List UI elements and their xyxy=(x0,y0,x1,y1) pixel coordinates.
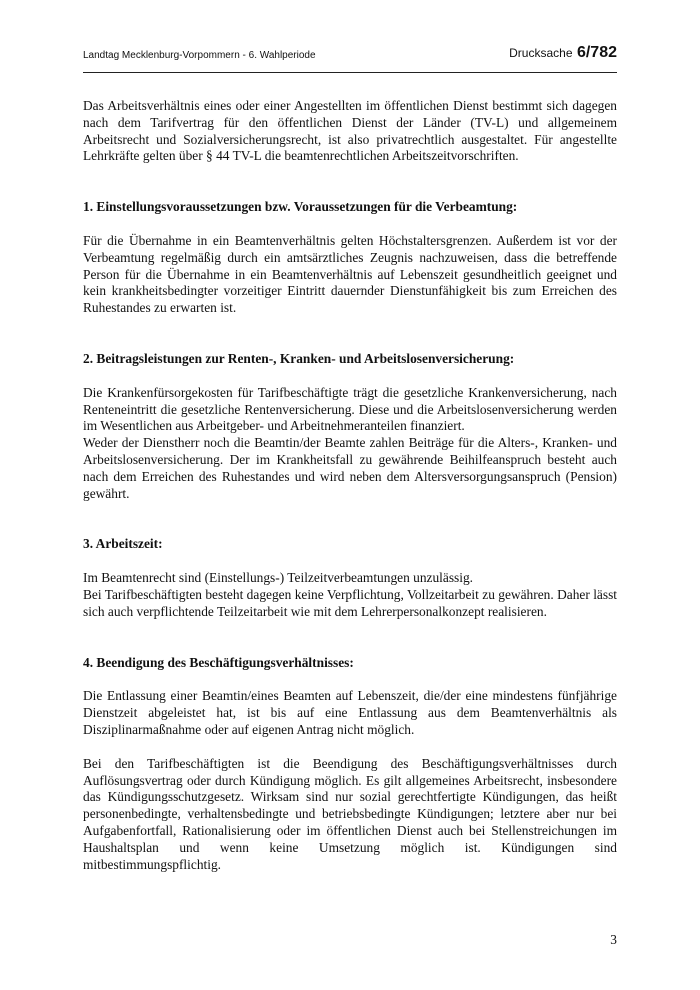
section-3-paragraph-2: Bei Tarifbeschäftigten besteht dagegen keine Verpflichtung, Vollzeitarbeit zu gewähren. Daher lässt sich auch verpflichtende Teilzeitarbeit wie mit dem Lehrerpersonalkonzept realisieren. xyxy=(83,586,617,619)
section-2-paragraph-2: Weder der Dienstherr noch die Beamtin/der Beamte zahlen Beiträge für die Alters-, Kranken- und Arbeitslosenversicherung. Der im Krankheitsfall zu gewährende Beihilfeanspruch besteht auch nach dem Erreichen des Ruhestandes und wird neben dem Altersversorgungsanspruch (Pension) gewährt. xyxy=(83,435,617,501)
document-label: Drucksache xyxy=(509,46,573,60)
section-2-paragraph-1: Die Krankenfürsorgekosten für Tarifbeschäftigte trägt die gesetzliche Krankenversicherung, nach Renteneintritt die gesetzliche Rentenversicherung. Diese und die Arbeitslosenversicherung werden im Wesentlichen aus Arbeitgeber- und Arbeitnehmeranteilen finanziert. xyxy=(83,384,617,434)
document-body xyxy=(83,98,617,890)
section-heading-1: 1. Einstellungsvoraussetzungen bzw. Voraussetzungen für die Verbeamtung: xyxy=(83,199,518,215)
section-1-paragraph-1: Für die Übernahme in ein Beamtenverhältnis gelten Höchstaltersgrenzen. Außerdem ist vor der Verbeamtung regelmäßig durch ein amtsärztliches Zeugnis nachzuweisen, dass die betreffende Person für die Übernahme in ein Beamtenverhältnis auf Lebenszeit gesundheitlich geeignet und kein krankheitsbedingter vorzeitiger Eintritt dauernder Dienstunfähigkeit bis zum Erreichen des Ruhestandes zu erwarten ist. xyxy=(83,232,617,316)
section-4-paragraph-2: Bei den Tarifbeschäftigten ist die Beendigung des Beschäftigungsverhältnisses durch Auflösungsvertrag oder durch Kündigung möglich. Es gilt allgemeines Arbeitsrecht, insbesondere das Kündigungsschutzgesetz. Wirksam sind nur sozial gerechtfertigte Kündigungen, das heißt personenbedingte, verhaltensbedingte und betriebsbedingte Kündigungen; letztere aber nur bei Aufgabenfortfall, Rationalisierung oder im öffentlichen Dienst auch bei Stellenstreichungen im Haushaltsplan und wenn keine Umsetzung möglich ist. Kündigungen sind mitbestimmungspflichtig. xyxy=(83,755,617,872)
intro-paragraph: Das Arbeitsverhältnis eines oder einer Angestellten im öffentlichen Dienst bestimmt sich dagegen nach dem Tarifvertrag für den öffentlichen Dienst der Länder (TV-L) und allgemeinem Arbeitsrecht und Sozialversicherungsrecht, ist also privatrechtlich ausgestaltet. Für angestellte Lehrkräfte gelten über § 44 TV-L die beamtenrechtlichen Arbeitszeitvorschriften. xyxy=(83,98,617,164)
page-header xyxy=(83,44,617,73)
section-4-paragraph-1: Die Entlassung einer Beamtin/eines Beamten auf Lebenszeit, die/der eine mindestens fünfjährige Dienstzeit abgeleistet hat, ist bis auf eine Entlassung aus dem Beamtenverhältnis als Disziplinarmaßnahme oder auf eigenen Antrag nicht möglich. xyxy=(83,688,617,737)
page-number: 3 xyxy=(610,932,617,947)
section-heading-4: 4. Beendigung des Beschäftigungsverhältnisses: xyxy=(83,654,354,670)
document-number: 6/782 xyxy=(576,44,617,61)
section-heading-2: 2. Beitragsleistungen zur Renten-, Kranken- und Arbeitslosenversicherung: xyxy=(83,350,515,366)
parliament-label: Landtag Mecklenburg-Vorpommern - 6. Wahlperiode xyxy=(83,50,316,61)
section-3-paragraph-1: Im Beamtenrecht sind (Einstellungs-) Teilzeitverbeamtungen unzulässig. xyxy=(83,570,474,586)
document-reference xyxy=(509,44,617,62)
section-heading-3: 3. Arbeitszeit: xyxy=(83,536,163,552)
